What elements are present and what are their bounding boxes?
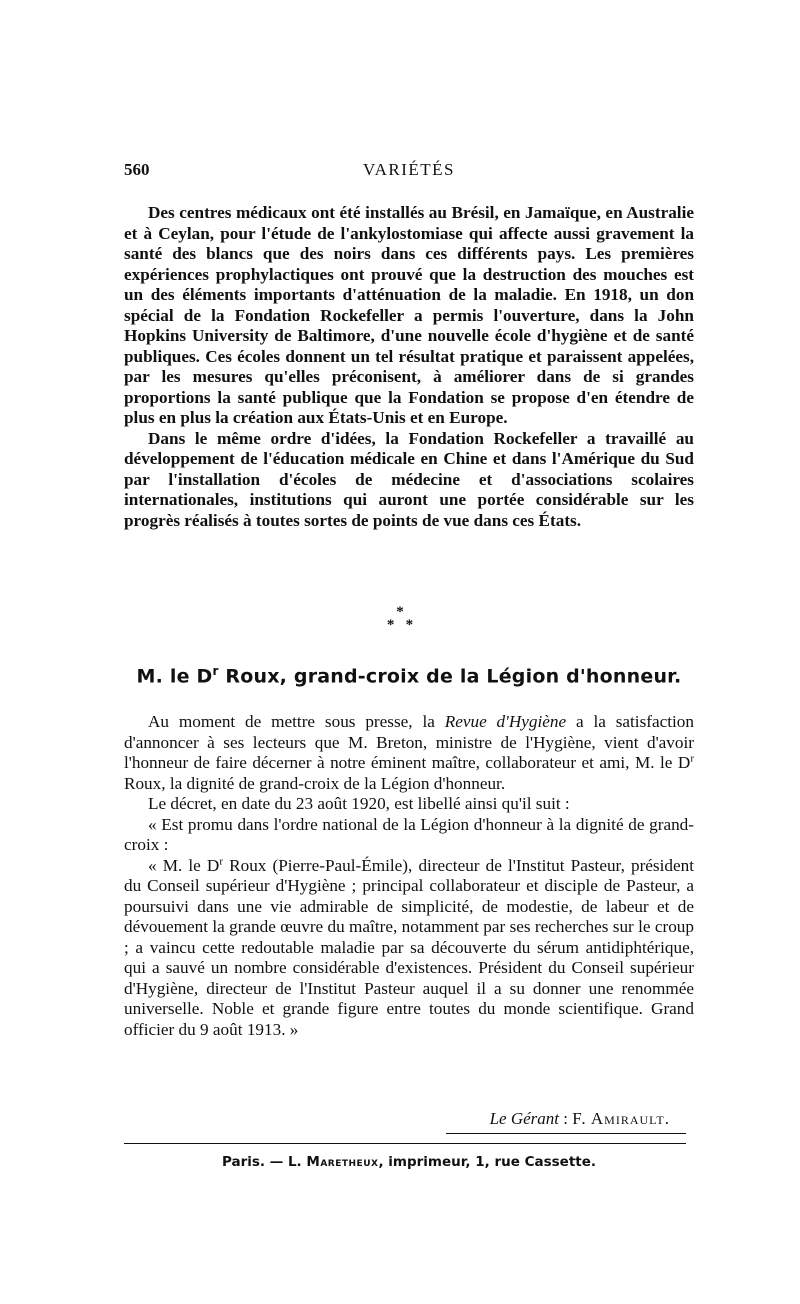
divider-rule: [124, 1143, 686, 1144]
running-header: [124, 160, 694, 186]
divider-rule: [446, 1133, 686, 1134]
signature-role: Le Gérant: [489, 1109, 560, 1128]
asterism-bottom: * *: [386, 617, 414, 633]
printer-imprint: Paris. — L. Maretheux, imprimeur, 1, rue Cassette.: [221, 1154, 597, 1170]
paragraph: Le décret, en date du 23 août 1920, est libellé ainsi qu'il suit :: [148, 794, 570, 813]
paragraph: « M. le $D^r$ Roux (Pierre-Paul-Émile), directeur de l'Institut Pasteur, président du Conseil supérieur d'Hygiène ; principal collaborateur et disciple de Pasteur, a poursuivi dans une vie admirable de simplicité, de modestie, de labeur et de dévouement la grande œuvre du maître, notamment par ses recherches sur le croup ; a vaincu cette redoutable maladie par sa découverte du sérum antidiphtérique, qui a sauvé un nombre considérable d'existences. Président du Conseil supérieur d'Hygiène, directeur de l'Institut Pasteur auquel il a su donner une renommée universelle. Noble et grande figure entre toutes du monde scientifique. Grand officier du 9 août 1913. »: [124, 854, 694, 1039]
article-roux: [124, 712, 694, 1040]
paragraph: Dans le même ordre d'idées, la Fondation Rockefeller a travaillé au développement de l'éducation médicale en Chine et dans l'Amérique du Sud par l'installation d'écoles de médecine et d'associations scolaires internationales, institutions qui auront une portée considérable sur les progrès réalisés à toutes sortes de points de vue dans ces États.: [124, 428, 694, 530]
signature-name: F. Amirault.: [572, 1109, 670, 1128]
notice-title: M. le $D^r$ Roux, grand-croix de la Légion d'honneur.: [136, 664, 682, 688]
asterism-separator: [0, 606, 800, 632]
asterism-top: *: [396, 604, 404, 620]
signature: Le Gérant : F. Amirault.: [489, 1109, 670, 1128]
paragraph: « Est promu dans l'ordre national de la Légion d'honneur à la dignité de grand-croix :: [124, 814, 694, 854]
paragraph: Au moment de mettre sous presse, la Revue d'Hygiène a la satisfaction d'annoncer à ses lecteurs que M. Breton, ministre de l'Hygiène, vient d'avoir l'honneur de faire décerner à notre éminent maître, collaborateur et ami, M. le $D^r$ Roux, la dignité de grand-croix de la Légion d'honneur.: [124, 712, 694, 793]
section-title: VARIÉTÉS: [363, 160, 455, 179]
article-rockefeller: [124, 203, 694, 531]
paragraph: Des centres médicaux ont été installés au Brésil, en Jamaïque, en Australie et à Ceylan, pour l'étude de l'ankylostomiase qui affecte aussi gravement la santé des blancs que des noirs dans ces différents pays. Les premières expériences prophylactiques ont prouvé que la destruction des mouches est un des éléments importants d'atténuation de la maladie. En 1918, un don spécial de la Fondation Rockefeller a permis l'ouverture, dans la John Hopkins University de Baltimore, d'une nouvelle école d'hygiène et de santé publiques. Ces écoles donnent un tel résultat pratique et paraissent appelées, par les mesures qu'elles préconisent, à améliorer dans de si grandes proportions la santé publique que la Fondation se propose d'en étendre de plus en plus la création aux États-Unis et en Europe.: [124, 203, 694, 427]
page-number: 560: [124, 160, 150, 179]
printer-name: Maretheux: [306, 1154, 379, 1170]
journal-title: Revue d'Hygiène: [444, 712, 567, 731]
